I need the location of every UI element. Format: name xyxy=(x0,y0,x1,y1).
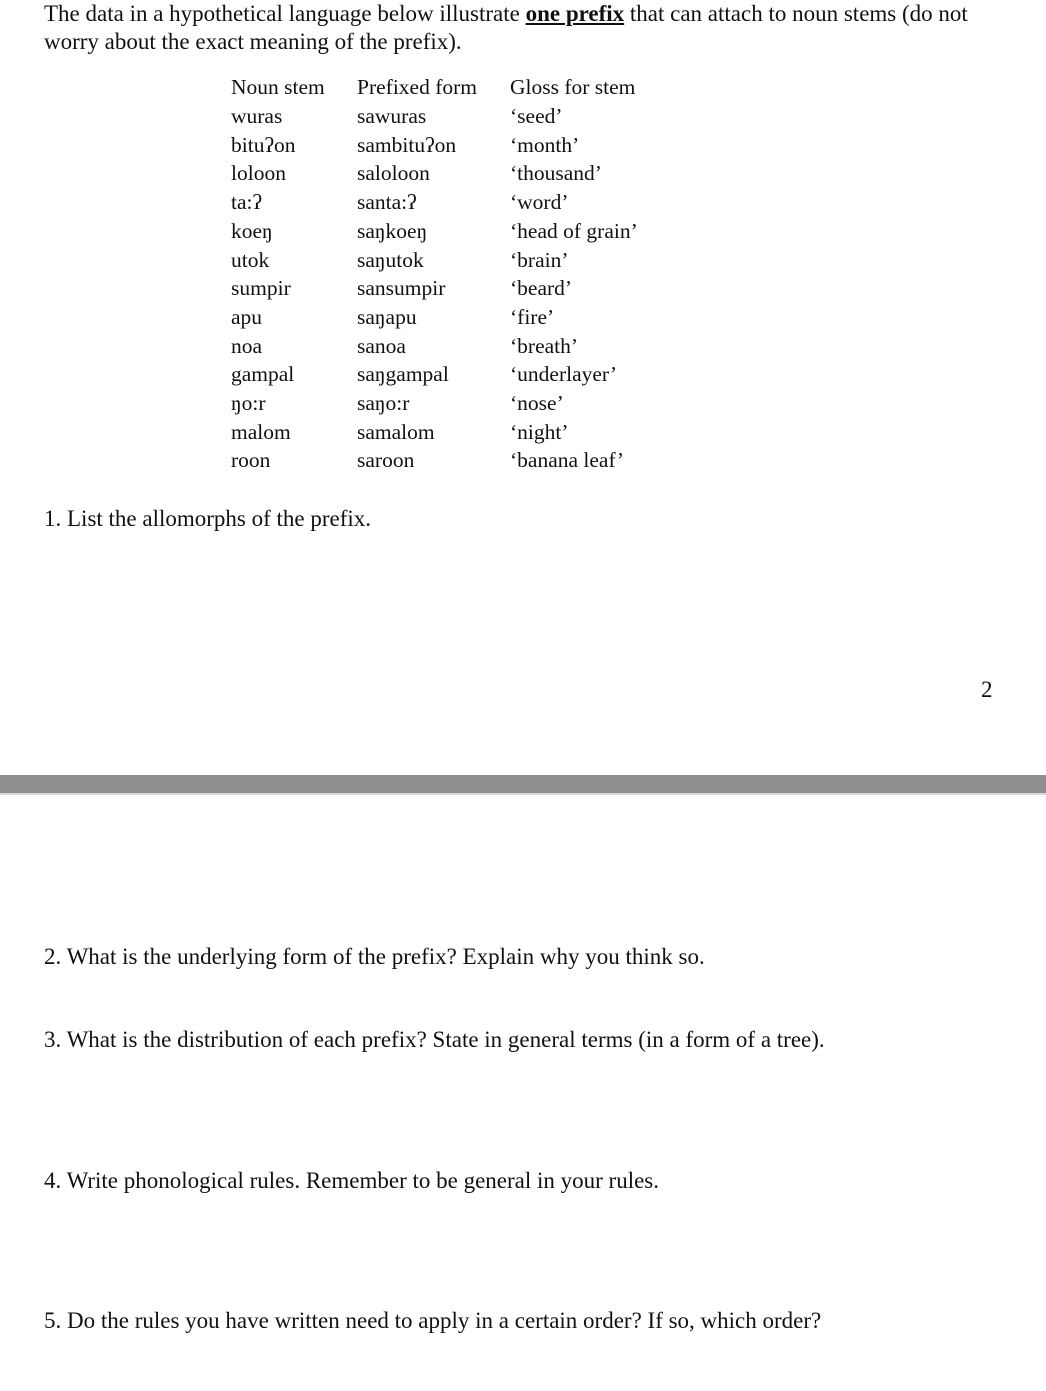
gloss-cell: ‘banana leaf’ xyxy=(510,448,624,473)
noun-stem-cell: wuras xyxy=(231,104,283,128)
prefixed-form-cell: saŋgampal xyxy=(357,362,449,387)
gloss-cell: ‘fire’ xyxy=(510,304,555,329)
table-header-row xyxy=(226,72,710,102)
gloss-cell: ‘breath’ xyxy=(510,333,579,358)
table-row xyxy=(226,102,710,131)
table-row xyxy=(226,332,710,361)
table-row xyxy=(226,446,710,475)
prefixed-form-cell: sanoa xyxy=(357,333,406,358)
table-row xyxy=(226,217,710,246)
header-prefixed-form: Prefixed form xyxy=(357,75,478,99)
prefixed-form-cell: saŋkoeŋ xyxy=(357,218,428,243)
prefixed-form-cell: saŋapu xyxy=(357,304,417,329)
table-row xyxy=(226,303,710,332)
question-4: 4. Write phonological rules. Remember to be general in your rules. xyxy=(44,1168,660,1193)
intro-paragraph xyxy=(44,0,1004,56)
table-row xyxy=(226,188,710,217)
header-gloss: Gloss for stem xyxy=(510,75,636,99)
gloss-cell: ‘underlayer’ xyxy=(510,362,618,387)
noun-stem-cell: sumpir xyxy=(231,276,291,301)
question-5: 5. Do the rules you have written need to apply in a certain order? If so, which order? xyxy=(44,1308,822,1333)
page-separator xyxy=(0,775,1046,795)
noun-stem-cell: utok xyxy=(231,247,270,272)
table-row xyxy=(226,159,710,188)
gloss-cell: ‘word’ xyxy=(510,190,569,215)
gloss-cell: ‘nose’ xyxy=(510,391,564,416)
gloss-cell: ‘head of grain’ xyxy=(510,218,638,243)
intro-emphasis: one prefix xyxy=(525,1,625,26)
gloss-cell: ‘night’ xyxy=(510,419,569,444)
intro-text-before: The data in a hypothetical language below illustrate xyxy=(44,1,526,26)
noun-stem-cell: roon xyxy=(231,448,271,473)
table-row xyxy=(226,418,710,447)
prefixed-form-cell: santa:ʔ xyxy=(357,190,417,215)
noun-stem-cell: bituʔon xyxy=(231,132,296,157)
question-3: 3. What is the distribution of each prefix? State in general terms (in a form of a tree). xyxy=(44,1027,825,1052)
table-row xyxy=(226,274,710,303)
prefixed-form-cell: sansumpir xyxy=(357,276,446,301)
intro-text-after: that can attach to noun stems (do not worry about the exact meaning of the prefix). xyxy=(44,1,968,54)
question-2: 2. What is the underlying form of the prefix? Explain why you think so. xyxy=(44,944,705,969)
noun-stem-cell: gampal xyxy=(231,362,295,387)
prefixed-form-cell: saloloon xyxy=(357,161,430,186)
noun-stem-cell: noa xyxy=(231,333,263,358)
prefixed-form-cell: saroon xyxy=(357,448,415,473)
noun-stem-cell: koeŋ xyxy=(231,218,273,243)
gloss-cell: ‘brain’ xyxy=(510,247,569,272)
table-row xyxy=(226,360,710,389)
prefixed-form-cell: samalom xyxy=(357,419,435,444)
header-noun-stem: Noun stem xyxy=(231,75,325,99)
prefixed-form-cell: saŋo:r xyxy=(357,391,410,416)
gloss-cell: ‘thousand’ xyxy=(510,161,602,186)
gloss-cell: ‘seed’ xyxy=(510,104,563,128)
gloss-cell: ‘beard’ xyxy=(510,276,573,301)
noun-stem-cell: ta:ʔ xyxy=(231,190,263,215)
noun-stem-cell: loloon xyxy=(231,161,286,186)
table-row xyxy=(226,389,710,418)
prefixed-form-cell: sawuras xyxy=(357,104,427,128)
page-number: 2 xyxy=(981,677,993,702)
data-table xyxy=(226,72,710,475)
table-row xyxy=(226,246,710,275)
table-row xyxy=(226,131,710,160)
gloss-cell: ‘month’ xyxy=(510,132,580,157)
prefixed-form-cell: saŋutok xyxy=(357,247,424,272)
prefixed-form-cell: sambituʔon xyxy=(357,132,457,157)
noun-stem-cell: malom xyxy=(231,419,291,444)
question-1: 1. List the allomorphs of the prefix. xyxy=(44,506,372,531)
page-2 xyxy=(0,795,1046,1391)
noun-stem-cell: ŋo:r xyxy=(231,391,266,416)
noun-stem-cell: apu xyxy=(231,304,263,329)
